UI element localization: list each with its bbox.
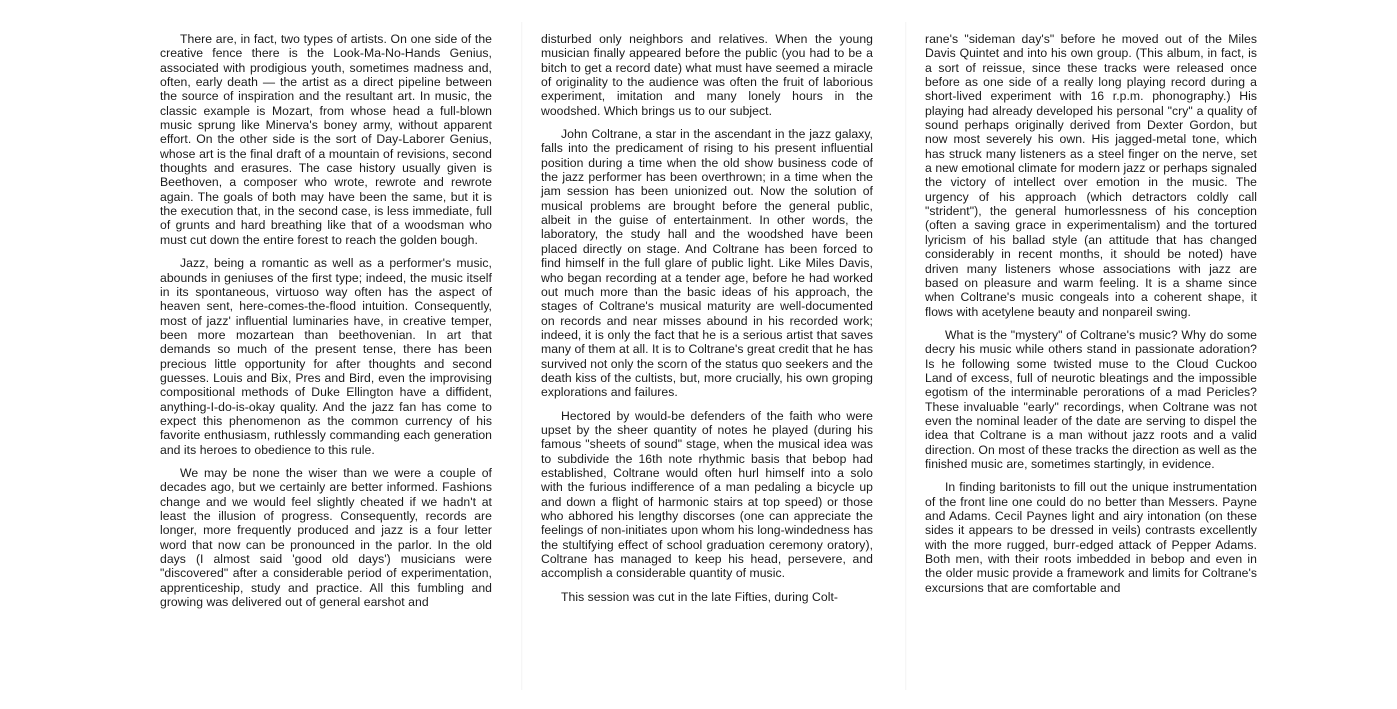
paragraph: Jazz, being a romantic as well as a performer's music, abounds in geniuses of the first type; indeed, the music itself in its spontaneous, virtuoso way often has the aspect of heaven sent, here-comes-the-flood intuition. Consequently, most of jazz' influential luminaries have, in creative temper, been more mozartean than beethovenian. In art that demands so much of the present tense, there has been precious little opportunity for after thoughts and second guesses. Louis and Bix, Pres and Bird, even the improvising compositional methods of Duke Ellington have a diffident, anything-I-do-is-okay quality. And the jazz fan has come to expect this phenomenon as the common currency of his favorite enthusiasm, ruthlessly commanding each generation and its heroes to obedience to this rule. [160,256,492,457]
paragraph: John Coltrane, a star in the ascendant in the jazz galaxy, falls into the predicament of rising to his present influential position during a time when the old show business code of the jazz performer has been overthrown; in a time when the jam session has been unionized out. Now the solution of musical problems are brought before the general public, albeit in the guise of entertainment. In other words, the laboratory, the study hall and the woodshed have been placed directly on stage. And Coltrane has been forced to find himself in the full glare of public light. Like Miles Davis, who began recording at a tender age, before he had worked out much more than the basic ideas of his approach, the stages of Coltrane's musical maturity are well-documented on records and near misses abound in his recorded work; indeed, it is only the fact that he is a serious artist that saves many of them at all. It is to Coltrane's great credit that he has survived not only the scorn of the status quo seekers and the death kiss of the cultists, but, more crucially, his own groping explorations and failures. [541,127,873,400]
text-column-3 [925,32,1257,604]
paragraph: There are, in fact, two types of artists. On one side of the creative fence there is the Look-Ma-No-Hands Genius, associated with prodigious youth, sometimes madness and, often, early death — the artist as a direct pipeline between the source of inspiration and the resultant art. In music, the classic example is Mozart, from whose head a full-blown music sprung like Minerva's boney army, without apparent effort. On the other side is the sort of Day-Laborer Genius, whose art is the final draft of a mountain of revisions, second thoughts and erasures. The case history usually given is Beethoven, a composer who wrote, rewrote and rewrote again. The goals of both may have been the same, but it is the execution that, in the second case, is less immediate, full of grunts and hard breathing like that of a woodsman who must cut down the entire forest to reach the golden bough. [160,32,492,247]
paragraph: disturbed only neighbors and relatives. When the young musician finally appeared before the public (you had to be a bitch to get a record date) what must have seemed a miracle of originality to the audience was often the fruit of laborious experiment, imitation and many lonely hours in the woodshed. Which brings us to our subject. [541,32,873,118]
paragraph: What is the "mystery" of Coltrane's music? Why do some decry his music while others stand in passionate adoration? Is he following some twisted muse to the Cloud Cuckoo Land of excess, full of neurotic bleatings and the impossible egotism of the interminable perorations of a mad Pericles? These invaluable "early" recordings, when Coltrane was not even the nominal leader of the date are serving to dispel the idea that Coltrane is a man without jazz roots and a valid direction. On most of these tracks the direction as well as the finished music are, sometimes startingly, in evidence. [925,327,1257,471]
page-fold-left [521,22,523,690]
paragraph: In finding baritonists to fill out the unique instrumentation of the front line one could do no better than Messers. Payne and Adams. Cecil Paynes light and airy intonation (on these sides it appears to be dressed in veils) contrasts excellently with the more rugged, burr-edged attack of Pepper Adams. Both men, with their roots imbedded in bebop and even in the older music provide a framework and limits for Coltrane's excursions that are comfortable and [925,480,1257,595]
page-fold-right [905,22,907,690]
paragraph: Hectored by would-be defenders of the faith who were upset by the sheer quantity of notes he played (during his famous "sheets of sound" stage, when the musical idea was to subdivide the 16th note rhythmic basis that bebop had established, Coltrane would often hurl himself into a solo with the furious indifference of a man pedaling a bicycle up and down a flight of harmonic stairs at top speed) or those who abhored his lengthy discorses (one can appreciate the feelings of non-initiates upon whom his long-windedness has the stultifying effect of school graduation ceremony oratory), Coltrane has managed to keep his head, persevere, and accomplish a considerable quantity of music. [541,408,873,581]
text-column-2 [541,32,873,613]
paragraph: We may be none the wiser than we were a couple of decades ago, but we certainly are better informed. Fashions change and we would feel slightly cheated if we hadn't at least the illusion of progress. Consequently, records are longer, more frequently produced and jazz is a four letter word that now can be pronounced in the parlor. In the old days (I almost said 'good old days') musicians were "discovered" after a considerable period of experimentation, apprenticeship, study and practice. All this fumbling and growing was delivered out of general earshot and [160,465,492,610]
paragraph: This session was cut in the late Fifties, during Colt- [561,589,839,604]
text-column-1 [160,32,492,618]
paragraph: rane's "sideman day's" before he moved out of the Miles Davis Quintet and into his own group. (This album, in fact, is a sort of reissue, since these tracks were released once before as one side of a really long playing record during a short-lived experiment with 16 r.p.m. phonography.) His playing had already developed his personal "cry" a quality of sound perhaps originally derived from Dexter Gordon, but now most severely his own. His jagged-metal tone, which has struck many listeners as a steel finger on the nerve, set a new emotional climate for modern jazz or perhaps signaled the victory of intellect over emotion in the music. The urgency of his approach (which detractors coldly call "strident"), the general humorlessness of his conception (often a saving grace in experimentalism) and the tortured lyricism of his ballad style (an attitude that has changed considerably in recent months, it should be noted) have driven many listeners whose associations with jazz are based on pleasure and warm feeling. It is a shame since when Coltrane's music congeals into a coherent shape, it flows with acetylene beauty and nonpareil swing. [925,32,1257,319]
liner-notes-page [150,22,1260,690]
